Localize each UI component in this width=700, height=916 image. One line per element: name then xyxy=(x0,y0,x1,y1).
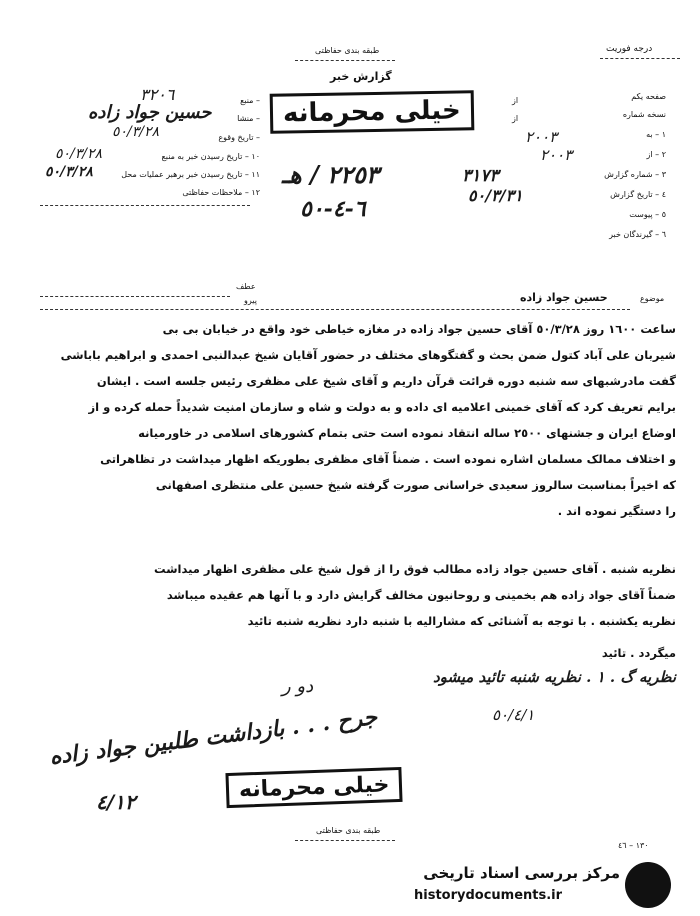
body-line-1: شیربان علی آباد کتول ضمن بحث و گفتگوهای مختلف در حضور آقایان شیخ عبدالنبی احمدی و ابراهیم باباشی xyxy=(60,348,676,362)
hand-mid-0: ٢٢٥٣ / هـ xyxy=(282,160,379,189)
brand-title: مرکز بررسی اسناد تاریخی xyxy=(423,864,620,882)
opinion-line-4: نظریه گ . ١ . نظریه شنبه تائید میشود xyxy=(432,668,676,686)
opinion-line-1: ضمناً آقای جواد زاده هم بخمینی و روحانیون مخالف گرایش دارد و با آنها هم عقیده میباشد xyxy=(166,588,676,602)
hand-left-1: حسین جواد زاده xyxy=(88,102,212,123)
peyro-label: پیرو xyxy=(244,296,257,305)
body-line-0: ساعت ١٦٠٠ روز ٥٠/٣/٢٨ آقای حسین جواد زاده در مغازه خیاطی خود واقع در خیابان بی بی xyxy=(162,322,676,336)
opinion-line-3: میگردد . تائید xyxy=(601,646,676,660)
left-field-1: – منشا xyxy=(237,114,260,123)
brand-url[interactable]: historydocuments.ir xyxy=(414,888,563,903)
subject-line xyxy=(40,309,630,310)
right-from-0: از xyxy=(512,96,519,105)
hand-left-0: ٣٢٠٦ xyxy=(140,85,175,104)
left-field-3: ١٠ – تاریخ رسیدن خبر به منبع xyxy=(161,152,260,161)
right-field-3: ٢ – از xyxy=(646,150,666,159)
classification-bottom-line xyxy=(295,840,395,841)
right-field-2: ١ – به xyxy=(646,130,666,139)
hand-left-3: ٥٠/٣/٢٨ xyxy=(55,146,103,162)
hand-right-2: ٣١٧٣ xyxy=(462,166,499,186)
body-line-4: اوضاع ایران و جشنهای ٢٥٠٠ ساله انتقاد نموده است حتی بتمام کشورهای اسلامی در خاورمیانه xyxy=(138,426,676,440)
top-confidential-stamp: خیلی محرمانه xyxy=(270,90,474,134)
priority-label: درجه فوریت xyxy=(606,44,653,54)
right-field-1: نسخه شماره xyxy=(622,110,666,119)
subject-label: موضوع xyxy=(640,294,665,303)
hand-left-2: ٥٠/٣/٢٨ xyxy=(112,124,160,140)
hand-bottom-2: ٤/١٢ xyxy=(96,790,136,814)
report-title: گزارش خبر xyxy=(330,70,392,83)
hand-mid-1: ٦-٤-٥٠ xyxy=(300,196,366,222)
bottom-confidential-stamp: خیلی محرمانه xyxy=(225,767,403,808)
subject-value: حسین جواد زاده xyxy=(520,291,608,304)
body-line-5: و اختلاف ممالک مسلمان اشاره نموده است . ضمناً آقای مظفری بطوریکه اظهار میداشت در تظاهراتی xyxy=(100,452,676,466)
opinion-line-2: نظریه یکشنبه . با توجه به آشنائی که مشارالیه با شنبه دارد نظریه شنبه تائید xyxy=(247,614,676,628)
atf-label: عطف xyxy=(236,282,256,291)
classification-top-line xyxy=(295,60,395,61)
left-fields-line xyxy=(40,205,250,206)
classification-bottom: طبقه بندی حفاظتی xyxy=(316,826,381,835)
body-line-6: که اخیراً بمناسبت سالروز سعیدی خراسانی صورت گرفته شیخ حسین علی منتظری اصفهانی xyxy=(155,478,676,492)
right-field-5: ٤ – تاریخ گزارش xyxy=(610,190,666,199)
right-field-0: صفحه یکم xyxy=(631,92,666,101)
form-number: ١٣٠ – ٤٦ xyxy=(618,841,649,850)
body-line-3: برایم تعریف کرد که آقای خمینی اعلامیه ای داده و به دولت و شاه و سازمان امنیت شدیداً حمله کرده و از xyxy=(88,400,676,414)
left-field-2: – تاریخ وقوع xyxy=(218,133,260,142)
hand-right-3: ٥٠/٣/٣١ xyxy=(468,186,523,205)
hand-bottom-0: دو ر xyxy=(282,676,314,697)
right-field-7: ٦ – گیرندگان خبر xyxy=(609,230,666,239)
hand-left-4: ٥٠/٣/٢٨ xyxy=(45,164,93,180)
body-line-7: را دستگیر نموده اند . xyxy=(557,504,676,518)
body-line-2: گفت مادرشبهای سه شنبه دوره قرائت قرآن داریم و آقای شیخ علی مظفری رئیس جلسه است . ایشان xyxy=(96,374,676,388)
left-field-0: – منبع xyxy=(240,96,260,105)
left-field-4: ١١ – تاریخ رسیدن خبر برهبر عملیات محل xyxy=(121,170,260,179)
hand-bottom-3: ٥٠/٤/١ xyxy=(492,706,535,724)
opinion-line-0: نظریه شنبه . آقای حسین جواد زاده مطالب فوق را از قول شیخ علی مظفری اظهار میداشت xyxy=(154,562,676,576)
right-from-1: از xyxy=(512,114,519,123)
hand-bottom-1: جرح . . . بازداشت طلبین جواد زاده xyxy=(48,703,379,770)
classification-top: طبقه بندی حفاظتی xyxy=(315,46,380,55)
atf-line xyxy=(40,296,230,297)
right-field-4: ٣ – شماره گزارش xyxy=(604,170,666,179)
brand-logo-icon xyxy=(625,862,671,908)
right-field-6: ٥ – پیوست xyxy=(629,210,666,219)
hand-right-0: ٢٠٠٣ xyxy=(525,128,558,146)
priority-line xyxy=(600,58,680,59)
hand-right-1: ٢٠٠٣ xyxy=(540,146,573,164)
left-field-5: ١٢ – ملاحظات حفاظتی xyxy=(182,188,260,197)
